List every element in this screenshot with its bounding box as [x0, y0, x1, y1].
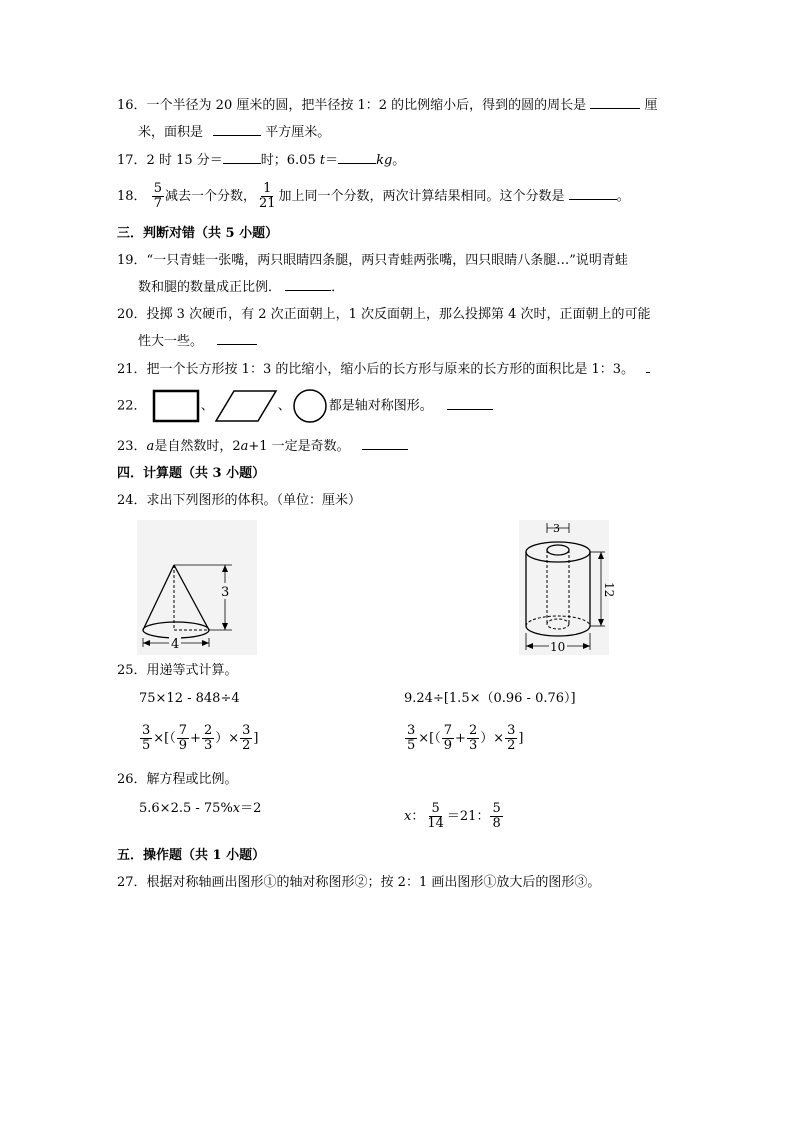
q21-blank[interactable] [646, 360, 650, 373]
q17-text: 17．2 时 15 分＝ [117, 153, 223, 168]
q22-text: 都是轴对称图形。 [328, 398, 433, 414]
question-19-line1: 19．“一只青蛙一张嘴，两只眼睛四条腿，两只青蛙两张嘴，四只眼睛八条腿…”说明青蛙 [117, 253, 628, 268]
q22-num: 22． [117, 398, 147, 414]
q25-expr-1: 75×12 - 848÷4 [139, 691, 240, 706]
question-20-line1: 20．投掷 3 次硬币，有 2 次正面朝上，1 次反面朝上，那么投掷第 4 次时，正面朝上的可能 [117, 307, 651, 322]
q23-text2: +1 一定是奇数。 [248, 439, 350, 454]
q23-num: 23． [117, 439, 147, 454]
rectangle-shape [151, 389, 201, 423]
q17-kg: kg [376, 153, 393, 168]
question-26-title: 26．解方程或比例。 [117, 772, 238, 787]
q22-sep1: 、 [200, 398, 214, 414]
q26-equation-1: 5.6×2.5 - 75%x＝2 [139, 801, 262, 816]
q18-num: 18． [117, 189, 147, 204]
q16-blank2[interactable] [213, 123, 261, 136]
question-18 [117, 180, 630, 214]
q25-expr-2: 9.24÷[1.5×（0.96 - 0.76）] [404, 691, 576, 706]
q19-end: ． [331, 280, 345, 295]
q18-text2: 加上同一个分数，两次计算结果相同。这个分数是 [278, 189, 565, 204]
question-23 [117, 437, 408, 456]
cylinder-height-label: 12 [602, 582, 616, 598]
q21-text: 21．把一个长方形按 1：3 的比缩小，缩小后的长方形与原来的长方形的面积比是 1：3。 [117, 362, 635, 377]
cone-diameter-label: 4 [171, 637, 180, 652]
q25-expr-3: $\frac{3}{5}$ ×[（ $\frac{7}{9}$ + $\frac{2}{3}$ ）× $\frac{3}{2}$ ] [142, 723, 259, 753]
question-20-line2 [138, 332, 257, 351]
q23-a: a [146, 439, 155, 454]
q20-blank[interactable] [217, 332, 257, 345]
hollow-cylinder-figure [519, 520, 616, 655]
question-16-line2 [138, 123, 330, 142]
q20-text2: 性大一些。 [138, 334, 204, 349]
q18-text1: 减去一个分数， [164, 189, 256, 204]
q16-unit2: 平方厘米。 [265, 125, 331, 140]
q23-blank[interactable] [362, 437, 408, 450]
q17-mid: 时；6.05 [260, 153, 320, 168]
q19-text2: 数和腿的数量成正比例． [138, 280, 282, 295]
q23-a2: a [240, 439, 249, 454]
section-3-heading: 三．判断对错（共 5 小题） [117, 226, 279, 241]
q19-blank[interactable] [285, 278, 331, 291]
q16-text2: 米，面积是 [138, 125, 204, 140]
section-5-heading: 五．操作题（共 1 小题） [117, 848, 266, 863]
q22-sep2: 、 [277, 398, 291, 414]
question-24: 24．求出下列图形的体积。（单位：厘米） [117, 493, 362, 508]
q18-fraction-1: $\frac{5}{7}$ [153, 181, 162, 211]
q16-text: 16．一个半径为 20 厘米的圆，把半径按 1：2 的比例缩小后，得到的圆的周长是 [117, 98, 587, 113]
q23-text1: 是自然数时，2 [154, 439, 241, 454]
q17-end: 。 [392, 153, 406, 168]
q16-unit1: 厘 [644, 98, 658, 113]
question-17 [117, 151, 405, 170]
question-25-title: 25．用递等式计算。 [117, 663, 238, 678]
q17-blank2[interactable] [338, 151, 376, 164]
q25-expr-4: $\frac{3}{5}$ ×[（ $\frac{7}{9}$ + $\frac{2}{3}$ ）× $\frac{3}{2}$ ] [407, 723, 524, 753]
question-16-line1 [117, 96, 657, 115]
cone-figure [137, 520, 257, 655]
q26-proportion: x： $\frac{5}{14}$ ＝21： $\frac{5}{8}$ [404, 801, 501, 831]
cylinder-inner-label: 3 [553, 522, 560, 535]
q17-blank1[interactable] [223, 151, 261, 164]
q17-eq: ＝ [325, 153, 339, 168]
question-21 [117, 360, 650, 379]
circle-shape [291, 388, 329, 424]
question-19-line2 [138, 278, 344, 297]
q18-blank[interactable] [569, 187, 617, 200]
cone-height-label: 3 [221, 585, 230, 600]
question-27: 27．根据对称轴画出图形①的轴对称图形②；按 2：1 画出图形①放大后的图形③。 [117, 875, 601, 890]
q18-fraction-2: $\frac{1}{21}$ [258, 181, 276, 211]
q18-end: 。 [616, 189, 630, 204]
question-22 [117, 388, 493, 424]
q17-t: t [319, 153, 326, 168]
q16-blank1[interactable] [590, 96, 640, 109]
cylinder-outer-label: 10 [550, 640, 566, 654]
section-4-heading: 四．计算题（共 3 小题） [117, 466, 266, 481]
q22-blank[interactable] [447, 397, 493, 410]
parallelogram-shape [214, 389, 278, 423]
